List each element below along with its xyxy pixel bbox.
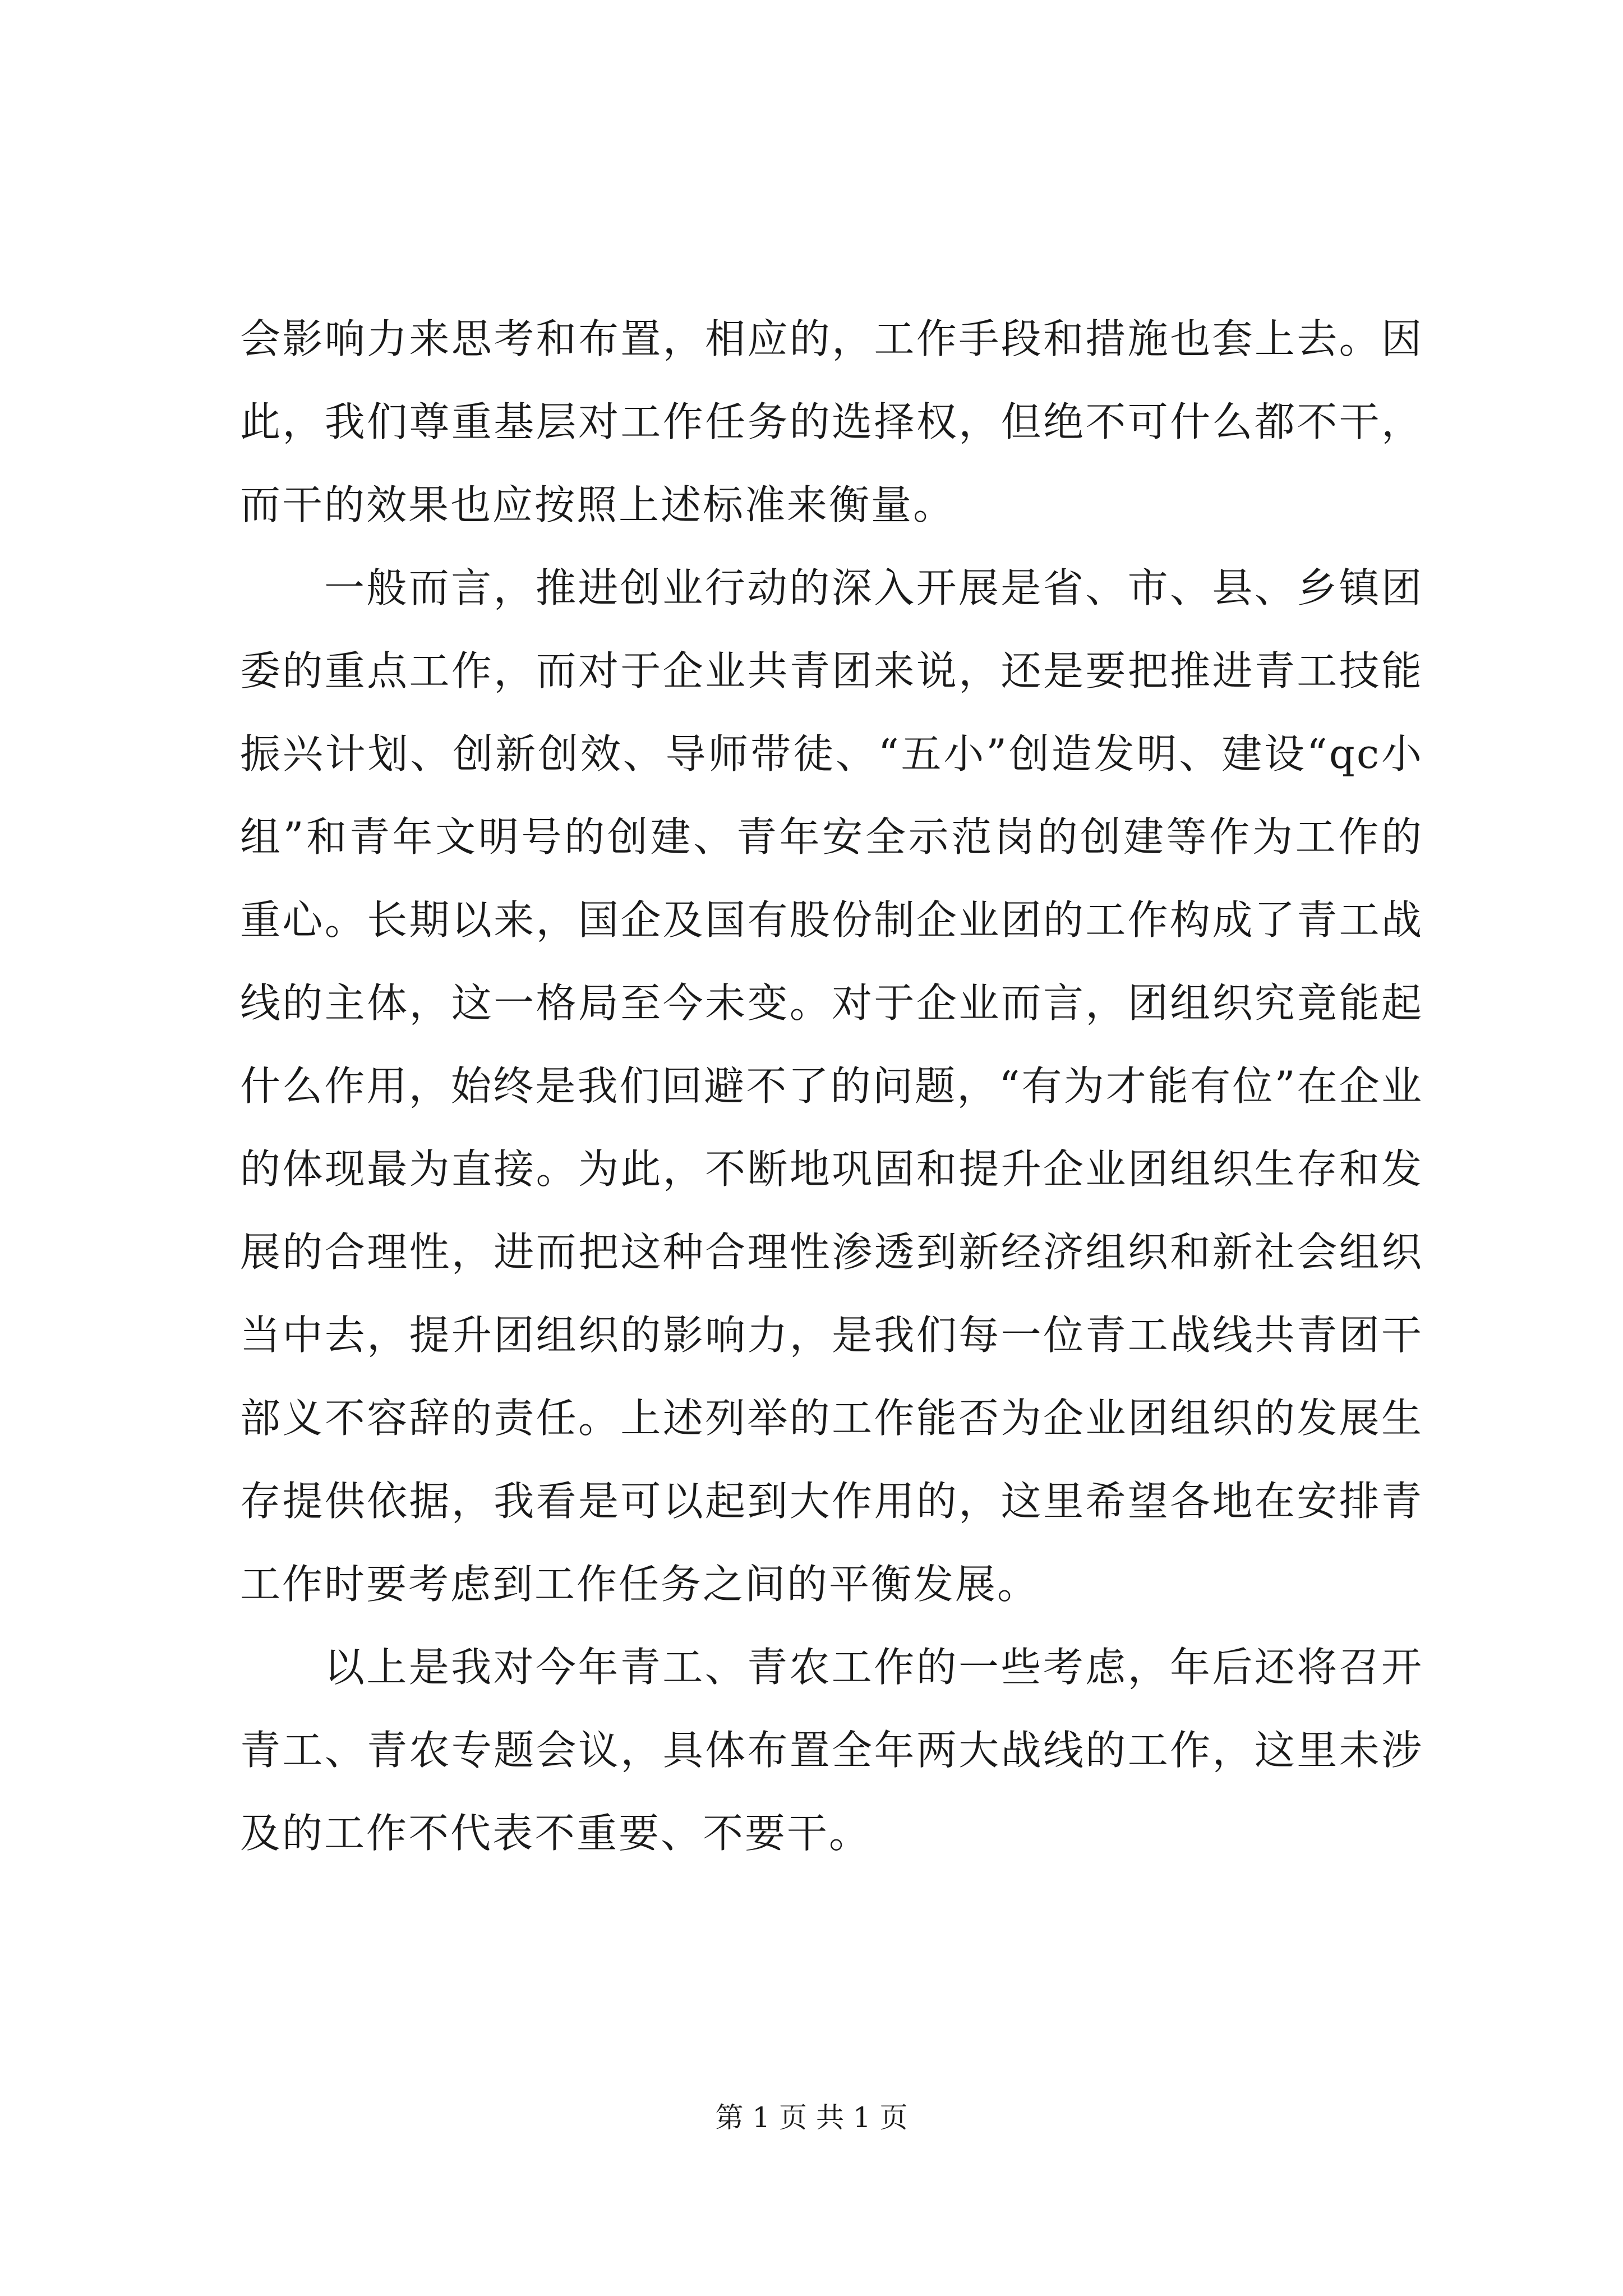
document-body xyxy=(240,297,1423,1875)
paragraph-enterprise-youth-league: 一般而言，推进创业行动的深入开展是省、市、县、乡镇团委的重点工作，而对于企业共青团来说，还是要把推进青工技能振兴计划、创新创效、导师带徒、“五小”创造发明、建设“qc小组”和青年文明号的创建、青年安全示范岗的创建等作为工作的重心。长期以来，国企及国有股份制企业团的工作构成了青工战线的主体，这一格局至今未变。对于企业而言，团组织究竟能起什么作用，始终是我们回避不了的问题，“有为才能有位”在企业的体现最为直接。为此，不断地巩固和提升企业团组织生存和发展的合理性，进而把这种合理性渗透到新经济组织和新社会组织当中去，提升团组织的影响力，是我们每一位青工战线共青团干部义不容辞的责任。上述列举的工作能否为企业团组织的发展生存提供依据，我看是可以起到大作用的，这里希望各地在安排青工作时要考虑到工作任务之间的平衡发展。 xyxy=(240,564,1423,1608)
page-number-footer: 第 1 页 共 1 页 xyxy=(715,2101,908,2134)
paragraph-closing-remarks: 以上是我对今年青工、青农工作的一些考虑，年后还将召开青工、青农专题会议，具体布置全年两大战线的工作，这里未涉及的工作不代表不重要、不要干。 xyxy=(240,1644,1423,1857)
paragraph-continuation: 会影响力来思考和布置，相应的，工作手段和措施也套上去。因此，我们尊重基层对工作任务的选择权，但绝不可什么都不干，而干的效果也应按照上述标准来衡量。 xyxy=(240,315,1423,528)
